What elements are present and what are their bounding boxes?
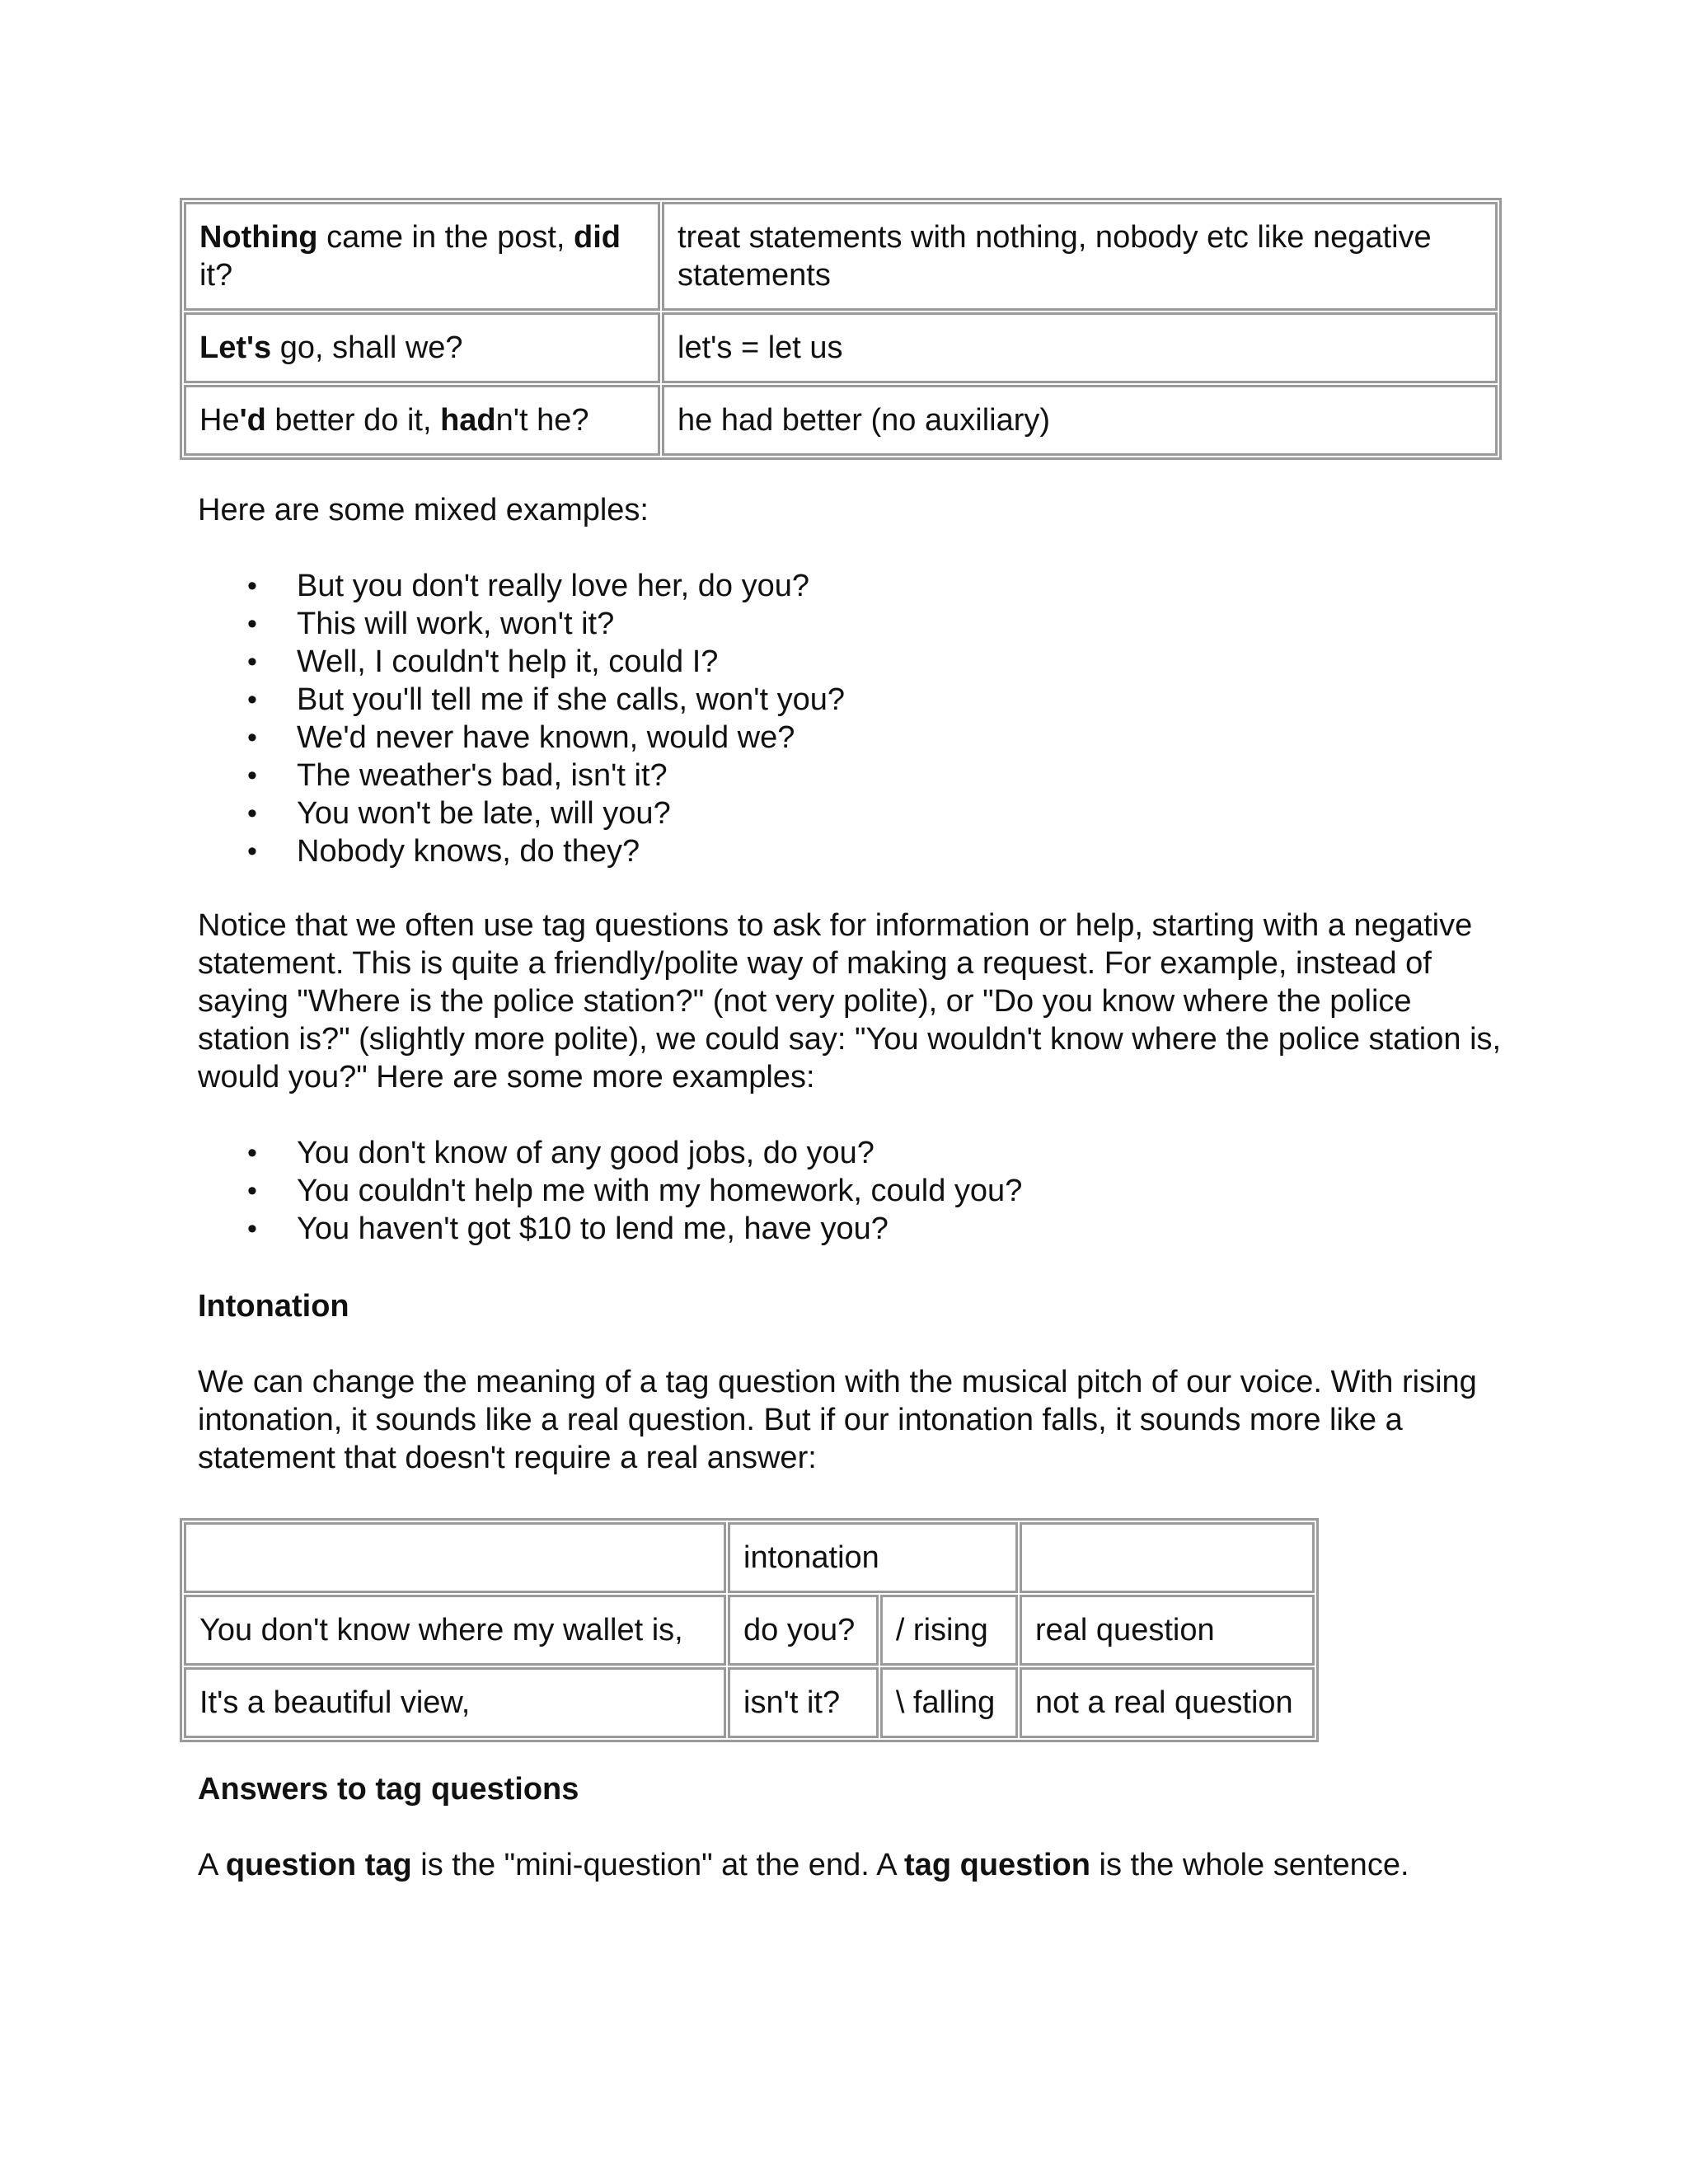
table-row [184, 202, 1498, 311]
intonation-header-cell: intonation [728, 1522, 1018, 1593]
list-item: • You won't be late, will you? [198, 794, 845, 832]
list-item: • Well, I couldn't help it, could I? [198, 643, 845, 681]
pitch-cell: \ falling [880, 1667, 1018, 1738]
example-cell: Let's go, shall we? [184, 312, 660, 383]
note-cell: let's = let us [662, 312, 1498, 383]
answers-heading: Answers to tag questions [198, 1772, 579, 1807]
note-cell: he had better (no auxiliary) [662, 385, 1498, 456]
meaning-cell: not a real question [1020, 1667, 1315, 1738]
list-item: • You haven't got $10 to lend me, have you? [198, 1210, 1022, 1248]
table-row [184, 1595, 1315, 1666]
list-item: • But you'll tell me if she calls, won't you? [198, 681, 845, 719]
intonation-heading: Intonation [198, 1289, 349, 1324]
list-item: • The weather's bad, isn't it? [198, 757, 845, 794]
intonation-paragraph: We can change the meaning of a tag question with the musical pitch of our voice. With rising intonation, it sounds like a real question. But if our intonation falls, it sounds more like a statement that doesn't require a real answer: [198, 1365, 1477, 1475]
sentence-cell: You don't know where my wallet is, [184, 1595, 726, 1666]
mixed-examples-list [198, 567, 845, 870]
rules-table [180, 198, 1502, 460]
list-item: • This will work, won't it? [198, 605, 845, 643]
answers-paragraph: A question tag is the "mini-question" at the end. A tag question is the whole sentence. [198, 1848, 1409, 1882]
list-item: • You couldn't help me with my homework, could you? [198, 1172, 1022, 1210]
example-cell: Nothing came in the post, did it? [184, 202, 660, 311]
mixed-examples-intro: Here are some mixed examples: [198, 493, 649, 527]
pitch-cell: / rising [880, 1595, 1018, 1666]
table-row [184, 385, 1498, 456]
list-item: • You don't know of any good jobs, do you? [198, 1134, 1022, 1172]
table-row [184, 1667, 1315, 1738]
request-examples-list [198, 1134, 1022, 1248]
empty-cell [184, 1522, 726, 1593]
example-cell: He'd better do it, hadn't he? [184, 385, 660, 456]
list-item: • But you don't really love her, do you? [198, 567, 845, 605]
sentence-cell: It's a beautiful view, [184, 1667, 726, 1738]
list-item: • We'd never have known, would we? [198, 719, 845, 757]
meaning-cell: real question [1020, 1595, 1315, 1666]
empty-cell [1020, 1522, 1315, 1593]
intonation-table [180, 1518, 1319, 1742]
table-row [184, 312, 1498, 383]
tag-cell: isn't it? [728, 1667, 879, 1738]
note-cell: treat statements with nothing, nobody etc like negative statements [662, 202, 1498, 311]
notice-paragraph: Notice that we often use tag questions to ask for information or help, starting with a negative statement. This is quite a friendly/polite way of making a request. For example, instead of saying "Where is the police station?" (not very polite), or "Do you know where the police station is?" (slightly more polite), we could say: "You wouldn't know where the police station is, would you?" Here are some more examples: [198, 908, 1502, 1094]
table-row [184, 1522, 1315, 1593]
tag-cell: do you? [728, 1595, 879, 1666]
list-item: • Nobody knows, do they? [198, 832, 845, 870]
